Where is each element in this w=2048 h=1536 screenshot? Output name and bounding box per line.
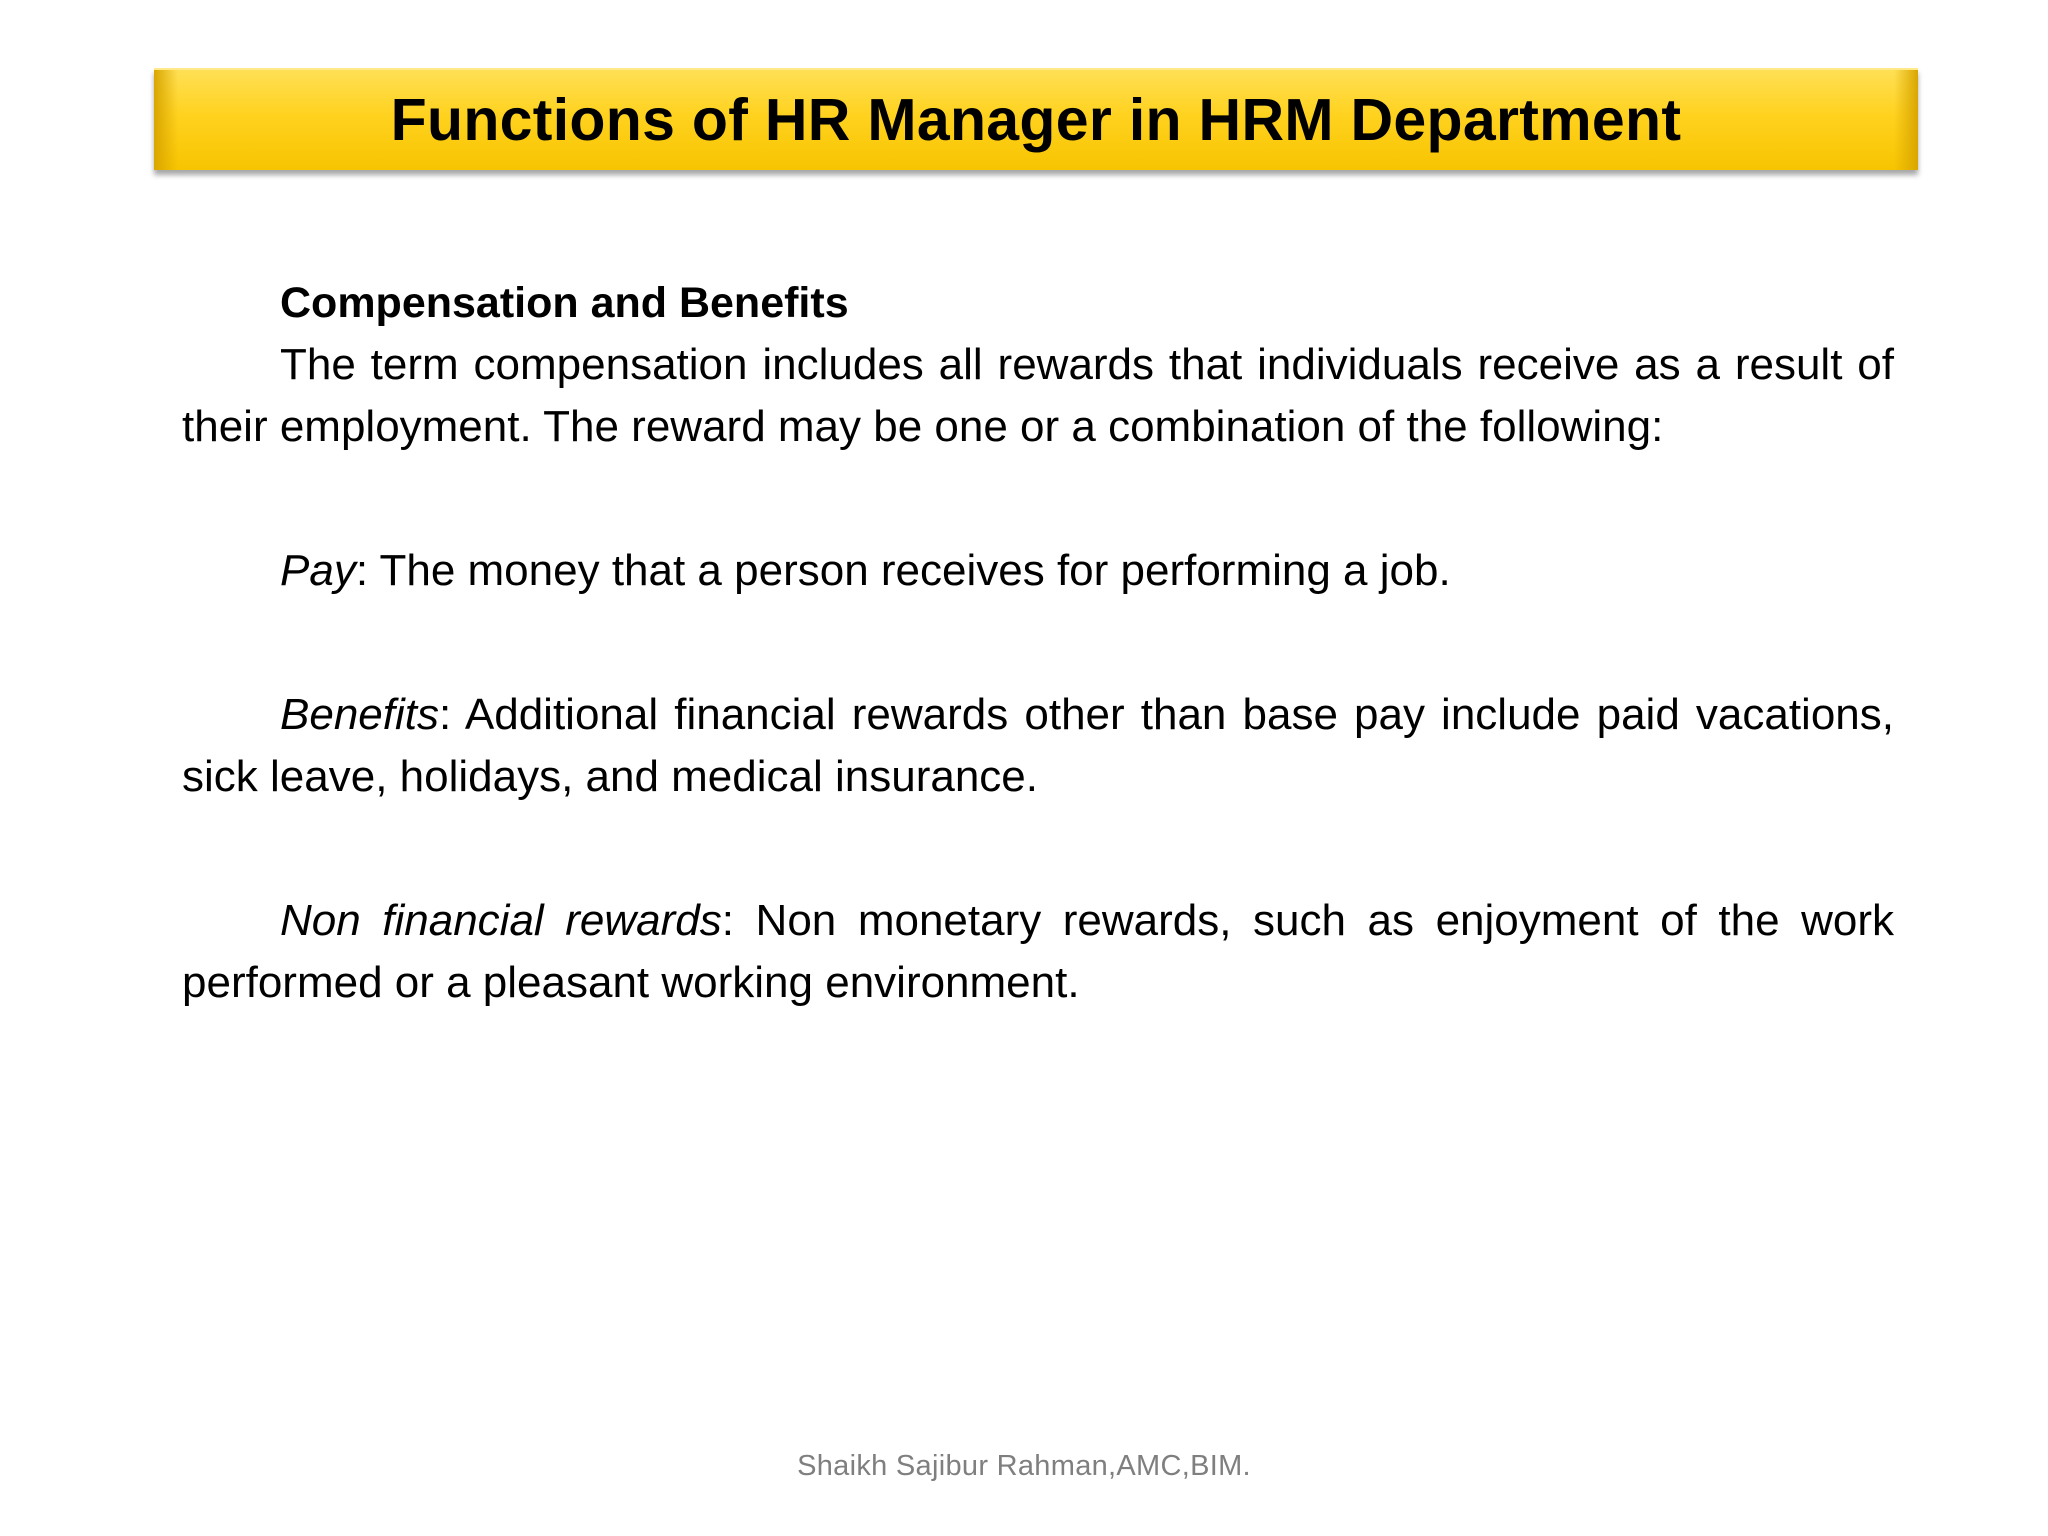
slide-title: Functions of HR Manager in HRM Department <box>390 87 1682 153</box>
slide-footer: Shaikh Sajibur Rahman,AMC,BIM. <box>797 1450 1251 1482</box>
term-benefits: Benefits <box>280 690 439 739</box>
title-banner <box>154 68 1918 170</box>
definition-non-financial-rewards-text: : Non monetary rewards, such as enjoyment of the work performed or a pleasant working environment. <box>182 896 1895 1007</box>
definition-non-financial-rewards <box>182 890 1894 1014</box>
term-pay: Pay <box>280 546 356 595</box>
definition-pay-text: : The money that a person receives for performing a job. <box>355 546 1451 595</box>
slide-content <box>182 272 1894 1014</box>
intro-paragraph: The term compensation includes all rewards that individuals receive as a result of their employment. The reward may be one or a combination of the following: <box>182 340 1894 451</box>
section-heading: Compensation and Benefits <box>280 279 849 327</box>
definition-pay <box>182 540 1894 602</box>
definition-benefits-text: : Additional financial rewards other than base pay include paid vacations, sick leave, holidays, and medical insurance. <box>182 690 1894 801</box>
term-non-financial-rewards: Non financial rewards <box>280 896 722 945</box>
definition-benefits <box>182 684 1894 808</box>
